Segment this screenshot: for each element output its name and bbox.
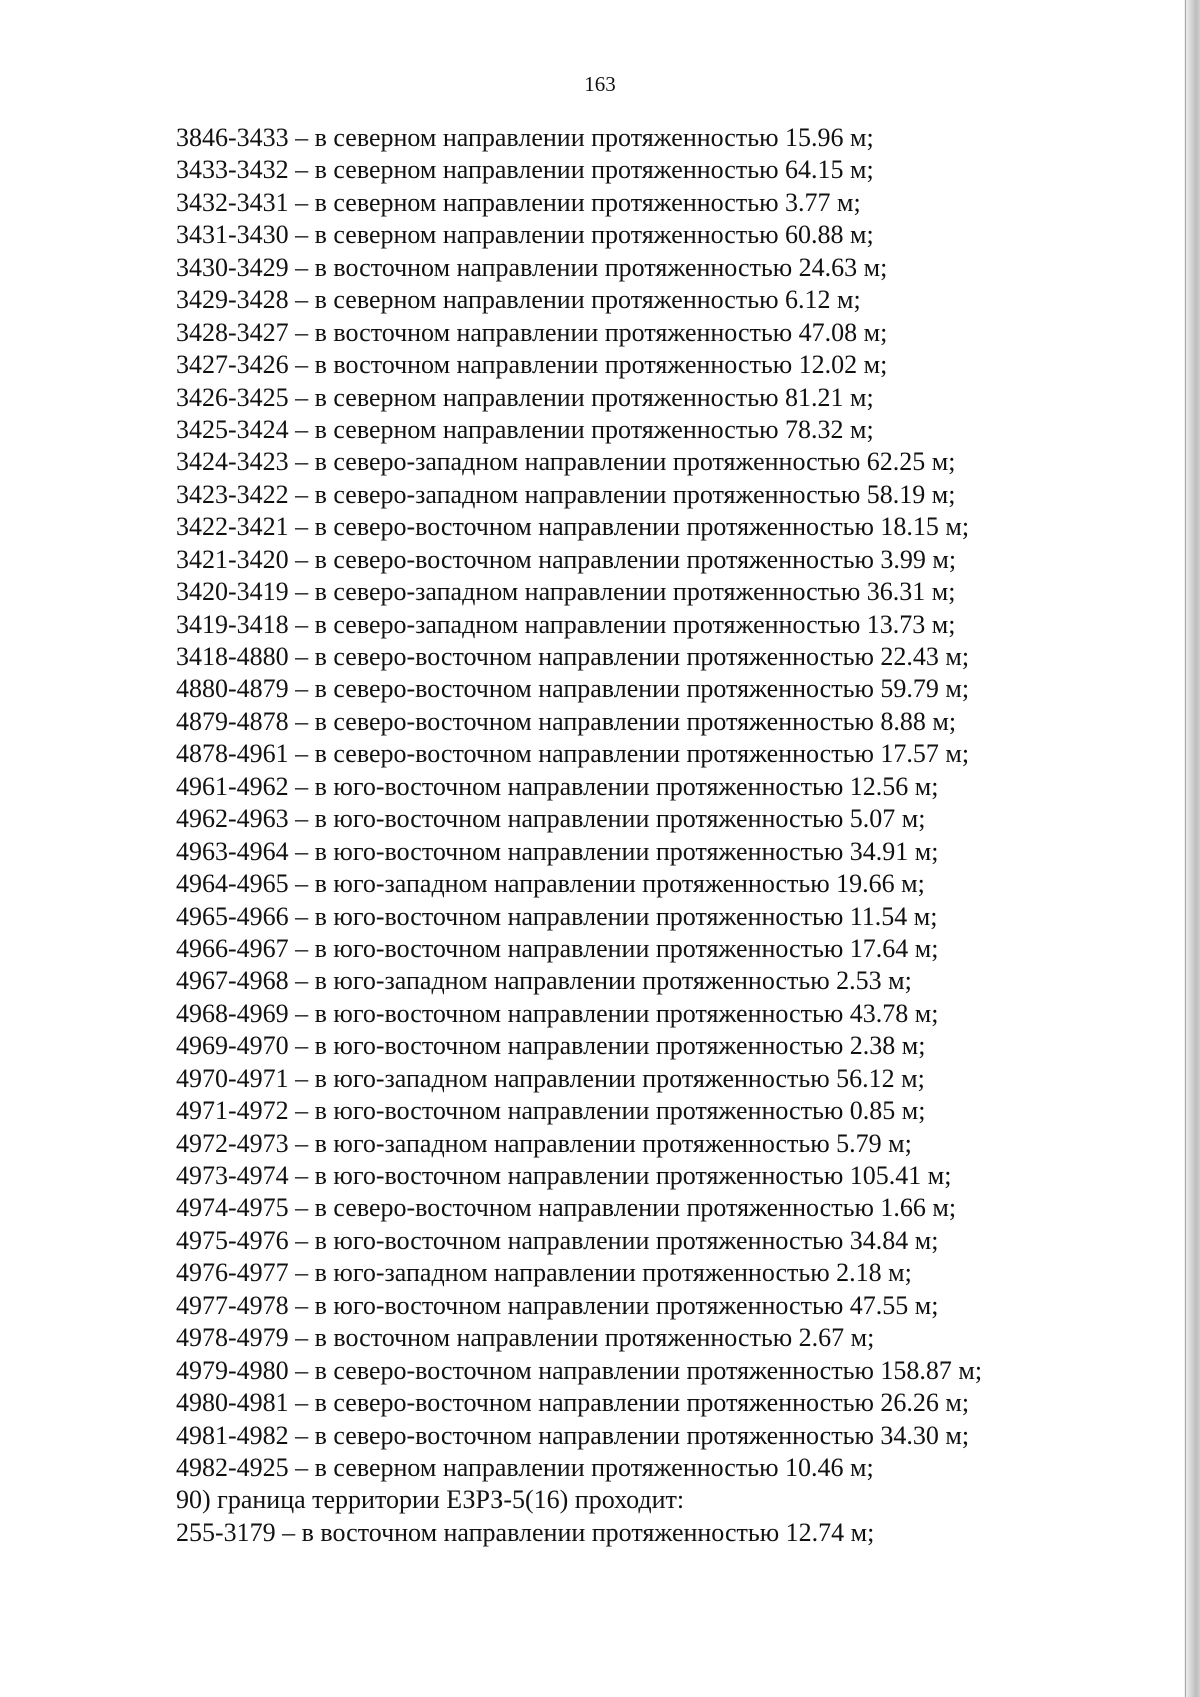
boundary-line: 3433-3432 – в северном направлении протяженностью 64.15 м; <box>176 155 874 185</box>
boundary-line: 3422-3421 – в северо-восточном направлении протяженностью 18.15 м; <box>176 512 970 542</box>
boundary-line: 4961-4962 – в юго-восточном направлении протяженностью 12.56 м; <box>176 771 939 801</box>
boundary-line: 3432-3431 – в северном направлении протяженностью 3.77 м; <box>176 187 861 217</box>
boundary-line: 4974-4975 – в северо-восточном направлении протяженностью 1.66 м; <box>176 1193 957 1223</box>
scan-edge-line <box>1185 0 1186 1697</box>
boundary-line: 90) граница территории ЕЗРЗ-5(16) проходит: <box>176 1485 685 1515</box>
boundary-line: 3421-3420 – в северо-восточном направлении протяженностью 3.99 м; <box>176 544 957 574</box>
boundary-line: 3423-3422 – в северо-западном направлении протяженностью 58.19 м; <box>176 479 956 509</box>
page-number: 163 <box>584 72 616 96</box>
boundary-line: 4973-4974 – в юго-восточном направлении протяженностью 105.41 м; <box>176 1161 952 1190</box>
boundary-line: 3430-3429 – в восточном направлении протяженностью 24.63 м; <box>176 252 888 282</box>
boundary-line: 3431-3430 – в северном направлении протяженностью 60.88 м; <box>176 220 874 250</box>
boundary-line: 3425-3424 – в северном направлении протяженностью 78.32 м; <box>176 414 874 444</box>
boundary-line: 4971-4972 – в юго-восточном направлении протяженностью 0.85 м; <box>176 1096 926 1126</box>
boundary-line: 3428-3427 – в восточном направлении протяженностью 47.08 м; <box>176 317 888 347</box>
boundary-line: 4880-4879 – в северо-восточном направлении протяженностью 59.79 м; <box>176 674 970 704</box>
scan-edge-shadow <box>1184 0 1200 1697</box>
boundary-line: 4969-4970 – в юго-восточном направлении протяженностью 2.38 м; <box>176 1031 926 1061</box>
boundary-line: 4970-4971 – в юго-западном направлении протяженностью 56.12 м; <box>176 1063 925 1093</box>
boundary-line: 3846-3433 – в северном направлении протяженностью 15.96 м; <box>176 123 874 152</box>
boundary-line: 4965-4966 – в юго-восточном направлении протяженностью 11.54 м; <box>176 901 938 931</box>
boundary-line: 4963-4964 – в юго-восточном направлении протяженностью 34.91 м; <box>176 836 939 866</box>
boundary-line: 3427-3426 – в восточном направлении протяженностью 12.02 м; <box>176 350 888 380</box>
boundary-line: 3420-3419 – в северо-западном направлении протяженностью 36.31 м; <box>176 577 956 607</box>
boundary-line: 4878-4961 – в северо-восточном направлении протяженностью 17.57 м; <box>176 739 970 769</box>
boundary-line: 4977-4978 – в юго-восточном направлении протяженностью 47.55 м; <box>176 1290 939 1320</box>
boundary-line: 4982-4925 – в северном направлении протяженностью 10.46 м; <box>176 1452 874 1482</box>
boundary-line: 4972-4973 – в юго-западном направлении протяженностью 5.79 м; <box>176 1128 912 1158</box>
boundary-line: 4966-4967 – в юго-восточном направлении протяженностью 17.64 м; <box>176 933 939 963</box>
boundary-line: 4964-4965 – в юго-западном направлении протяженностью 19.66 м; <box>176 869 925 899</box>
boundary-line: 4975-4976 – в юго-восточном направлении протяженностью 34.84 м; <box>176 1225 939 1255</box>
boundary-line: 4962-4963 – в юго-восточном направлении протяженностью 5.07 м; <box>176 804 926 834</box>
boundary-line: 3426-3425 – в северном направлении протяженностью 81.21 м; <box>176 382 874 412</box>
boundary-line: 3429-3428 – в северном направлении протяженностью 6.12 м; <box>176 285 861 315</box>
boundary-line: 255-3179 – в восточном направлении протяженностью 12.74 м; <box>176 1517 875 1547</box>
boundary-line: 4978-4979 – в восточном направлении протяженностью 2.67 м; <box>176 1323 875 1353</box>
boundary-line: 3418-4880 – в северо-восточном направлении протяженностью 22.43 м; <box>176 642 970 671</box>
boundary-line: 3424-3423 – в северо-западном направлении протяженностью 62.25 м; <box>176 447 956 477</box>
boundary-line: 4879-4878 – в северо-восточном направлении протяженностью 8.88 м; <box>176 706 957 736</box>
boundary-line: 4981-4982 – в северо-восточном направлении протяженностью 34.30 м; <box>176 1420 970 1450</box>
boundary-line: 4979-4980 – в северо-восточном направлении протяженностью 158.87 м; <box>176 1355 983 1385</box>
boundary-line: 4967-4968 – в юго-западном направлении протяженностью 2.53 м; <box>176 966 912 996</box>
boundary-line: 4976-4977 – в юго-западном направлении протяженностью 2.18 м; <box>176 1258 912 1288</box>
boundary-line: 3419-3418 – в северо-западном направлении протяженностью 13.73 м; <box>176 609 956 639</box>
boundary-line: 4980-4981 – в северо-восточном направлении протяженностью 26.26 м; <box>176 1388 970 1418</box>
boundary-line: 4968-4969 – в юго-восточном направлении протяженностью 43.78 м; <box>176 998 939 1028</box>
boundary-description-list <box>176 122 1126 1549</box>
